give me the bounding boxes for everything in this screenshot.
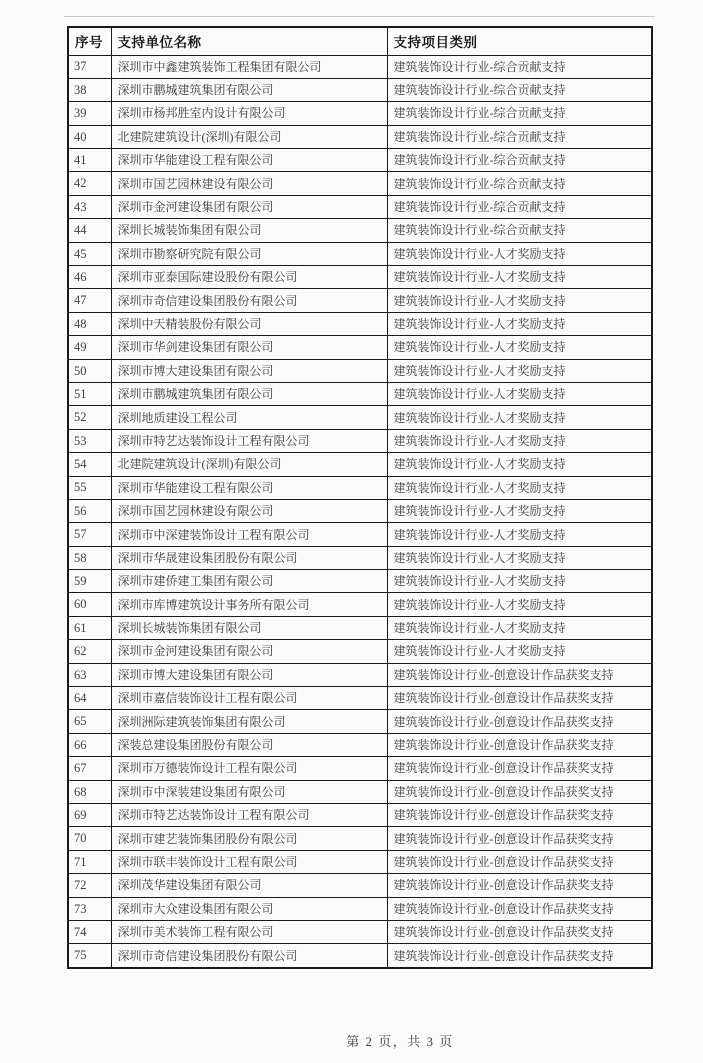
table-row xyxy=(68,125,652,148)
table-row xyxy=(68,336,652,359)
table-body xyxy=(68,55,652,968)
unit-name-cell: 深圳市博大建设集团有限公司 xyxy=(111,663,387,686)
category-cell: 建筑装饰设计行业-创意设计作品获奖支持 xyxy=(387,757,652,780)
category-cell: 建筑装饰设计行业-人才奖励支持 xyxy=(387,570,652,593)
category-cell: 建筑装饰设计行业-创意设计作品获奖支持 xyxy=(387,944,652,968)
row-index-cell: 49 xyxy=(68,336,111,359)
table-row xyxy=(68,476,652,499)
unit-name-cell: 深圳市鹏城建筑集团有限公司 xyxy=(111,382,387,405)
table-row xyxy=(68,429,652,452)
category-cell: 建筑装饰设计行业-创意设计作品获奖支持 xyxy=(387,920,652,943)
table-row xyxy=(68,733,652,756)
row-index-cell: 51 xyxy=(68,382,111,405)
unit-name-cell: 深圳市中深装建设集团有限公司 xyxy=(111,780,387,803)
category-cell: 建筑装饰设计行业-人才奖励支持 xyxy=(387,616,652,639)
unit-name-cell: 深圳市勘察研究院有限公司 xyxy=(111,242,387,265)
table-row xyxy=(68,242,652,265)
row-index-cell: 53 xyxy=(68,429,111,452)
category-cell: 建筑装饰设计行业-人才奖励支持 xyxy=(387,359,652,382)
category-cell: 建筑装饰设计行业-创意设计作品获奖支持 xyxy=(387,687,652,710)
unit-name-cell: 深圳长城装饰集团有限公司 xyxy=(111,219,387,242)
category-cell: 建筑装饰设计行业-综合贡献支持 xyxy=(387,149,652,172)
row-index-cell: 59 xyxy=(68,570,111,593)
row-index-cell: 41 xyxy=(68,149,111,172)
row-index-cell: 69 xyxy=(68,804,111,827)
table-row xyxy=(68,453,652,476)
table-row xyxy=(68,710,652,733)
unit-name-cell: 深圳市特艺达装饰设计工程有限公司 xyxy=(111,429,387,452)
table-row xyxy=(68,312,652,335)
row-index-cell: 62 xyxy=(68,640,111,663)
row-index-cell: 58 xyxy=(68,546,111,569)
unit-name-cell: 深圳市金河建设集团有限公司 xyxy=(111,640,387,663)
column-header-index: 序号 xyxy=(68,27,111,55)
unit-name-cell: 深圳市华能建设工程有限公司 xyxy=(111,149,387,172)
unit-name-cell: 深圳市建艺装饰集团股份有限公司 xyxy=(111,827,387,850)
unit-name-cell: 深圳地质建设工程公司 xyxy=(111,406,387,429)
table-row xyxy=(68,499,652,522)
table-row xyxy=(68,546,652,569)
unit-name-cell: 深圳市库博建筑设计事务所有限公司 xyxy=(111,593,387,616)
unit-name-cell: 深圳市华晟建设集团股份有限公司 xyxy=(111,546,387,569)
row-index-cell: 57 xyxy=(68,523,111,546)
table-row xyxy=(68,874,652,897)
unit-name-cell: 深圳市华剑建设集团有限公司 xyxy=(111,336,387,359)
row-index-cell: 37 xyxy=(68,55,111,78)
row-index-cell: 73 xyxy=(68,897,111,920)
table-row xyxy=(68,382,652,405)
category-cell: 建筑装饰设计行业-人才奖励支持 xyxy=(387,429,652,452)
unit-name-cell: 深圳市大众建设集团有限公司 xyxy=(111,897,387,920)
table-row xyxy=(68,920,652,943)
row-index-cell: 60 xyxy=(68,593,111,616)
table-row xyxy=(68,172,652,195)
unit-name-cell: 深装总建设集团股份有限公司 xyxy=(111,733,387,756)
category-cell: 建筑装饰设计行业-人才奖励支持 xyxy=(387,266,652,289)
table-row xyxy=(68,523,652,546)
unit-name-cell: 深圳市博大建设集团有限公司 xyxy=(111,359,387,382)
category-cell: 建筑装饰设计行业-人才奖励支持 xyxy=(387,476,652,499)
unit-name-cell: 深圳市奇信建设集团股份有限公司 xyxy=(111,944,387,968)
row-index-cell: 52 xyxy=(68,406,111,429)
category-cell: 建筑装饰设计行业-创意设计作品获奖支持 xyxy=(387,804,652,827)
support-table xyxy=(67,26,653,969)
row-index-cell: 72 xyxy=(68,874,111,897)
category-cell: 建筑装饰设计行业-创意设计作品获奖支持 xyxy=(387,780,652,803)
category-cell: 建筑装饰设计行业-创意设计作品获奖支持 xyxy=(387,733,652,756)
table-row xyxy=(68,850,652,873)
table-row xyxy=(68,149,652,172)
category-cell: 建筑装饰设计行业-创意设计作品获奖支持 xyxy=(387,663,652,686)
category-cell: 建筑装饰设计行业-人才奖励支持 xyxy=(387,289,652,312)
unit-name-cell: 深圳市华能建设工程有限公司 xyxy=(111,476,387,499)
category-cell: 建筑装饰设计行业-人才奖励支持 xyxy=(387,453,652,476)
category-cell: 建筑装饰设计行业-综合贡献支持 xyxy=(387,55,652,78)
row-index-cell: 66 xyxy=(68,733,111,756)
table-row xyxy=(68,780,652,803)
unit-name-cell: 深圳长城装饰集团有限公司 xyxy=(111,616,387,639)
category-cell: 建筑装饰设计行业-人才奖励支持 xyxy=(387,546,652,569)
table-row xyxy=(68,827,652,850)
row-index-cell: 56 xyxy=(68,499,111,522)
row-index-cell: 55 xyxy=(68,476,111,499)
table-row xyxy=(68,640,652,663)
unit-name-cell: 深圳市万德装饰设计工程有限公司 xyxy=(111,757,387,780)
table-row xyxy=(68,78,652,101)
category-cell: 建筑装饰设计行业-人才奖励支持 xyxy=(387,499,652,522)
category-cell: 建筑装饰设计行业-创意设计作品获奖支持 xyxy=(387,897,652,920)
row-index-cell: 64 xyxy=(68,687,111,710)
table-row xyxy=(68,897,652,920)
column-header-category: 支持项目类别 xyxy=(387,27,652,55)
unit-name-cell: 深圳市中深建装饰设计工程有限公司 xyxy=(111,523,387,546)
top-divider-line xyxy=(64,16,655,17)
row-index-cell: 43 xyxy=(68,195,111,218)
unit-name-cell: 深圳市鹏城建筑集团有限公司 xyxy=(111,78,387,101)
table-row xyxy=(68,219,652,242)
category-cell: 建筑装饰设计行业-创意设计作品获奖支持 xyxy=(387,850,652,873)
table-row xyxy=(68,102,652,125)
row-index-cell: 74 xyxy=(68,920,111,943)
category-cell: 建筑装饰设计行业-人才奖励支持 xyxy=(387,523,652,546)
unit-name-cell: 北建院建筑设计(深圳)有限公司 xyxy=(111,453,387,476)
row-index-cell: 68 xyxy=(68,780,111,803)
unit-name-cell: 深圳市联丰装饰设计工程有限公司 xyxy=(111,850,387,873)
table-row xyxy=(68,804,652,827)
row-index-cell: 38 xyxy=(68,78,111,101)
unit-name-cell: 深圳市中鑫建筑装饰工程集团有限公司 xyxy=(111,55,387,78)
category-cell: 建筑装饰设计行业-创意设计作品获奖支持 xyxy=(387,874,652,897)
category-cell: 建筑装饰设计行业-综合贡献支持 xyxy=(387,125,652,148)
table-row xyxy=(68,570,652,593)
unit-name-cell: 深圳市杨邦胜室内设计有限公司 xyxy=(111,102,387,125)
table-row xyxy=(68,359,652,382)
unit-name-cell: 深圳市美术装饰工程有限公司 xyxy=(111,920,387,943)
unit-name-cell: 深圳市建侨建工集团有限公司 xyxy=(111,570,387,593)
category-cell: 建筑装饰设计行业-综合贡献支持 xyxy=(387,78,652,101)
row-index-cell: 67 xyxy=(68,757,111,780)
table-row xyxy=(68,663,652,686)
category-cell: 建筑装饰设计行业-人才奖励支持 xyxy=(387,312,652,335)
unit-name-cell: 深圳市亚泰国际建设股份有限公司 xyxy=(111,266,387,289)
row-index-cell: 75 xyxy=(68,944,111,968)
category-cell: 建筑装饰设计行业-综合贡献支持 xyxy=(387,102,652,125)
unit-name-cell: 深圳市国艺园林建设有限公司 xyxy=(111,499,387,522)
row-index-cell: 39 xyxy=(68,102,111,125)
table-row xyxy=(68,266,652,289)
unit-name-cell: 深圳市嘉信装饰设计工程有限公司 xyxy=(111,687,387,710)
table-row xyxy=(68,289,652,312)
unit-name-cell: 深圳中天精装股份有限公司 xyxy=(111,312,387,335)
category-cell: 建筑装饰设计行业-人才奖励支持 xyxy=(387,242,652,265)
category-cell: 建筑装饰设计行业-创意设计作品获奖支持 xyxy=(387,710,652,733)
table-header-row xyxy=(68,27,652,55)
unit-name-cell: 深圳洲际建筑装饰集团有限公司 xyxy=(111,710,387,733)
table-row xyxy=(68,687,652,710)
row-index-cell: 40 xyxy=(68,125,111,148)
category-cell: 建筑装饰设计行业-人才奖励支持 xyxy=(387,382,652,405)
table-row xyxy=(68,757,652,780)
category-cell: 建筑装饰设计行业-人才奖励支持 xyxy=(387,640,652,663)
row-index-cell: 45 xyxy=(68,242,111,265)
unit-name-cell: 深圳市国艺园林建设有限公司 xyxy=(111,172,387,195)
row-index-cell: 46 xyxy=(68,266,111,289)
category-cell: 建筑装饰设计行业-创意设计作品获奖支持 xyxy=(387,827,652,850)
row-index-cell: 44 xyxy=(68,219,111,242)
unit-name-cell: 北建院建筑设计(深圳)有限公司 xyxy=(111,125,387,148)
row-index-cell: 71 xyxy=(68,850,111,873)
row-index-cell: 70 xyxy=(68,827,111,850)
row-index-cell: 48 xyxy=(68,312,111,335)
table-row xyxy=(68,195,652,218)
category-cell: 建筑装饰设计行业-人才奖励支持 xyxy=(387,336,652,359)
row-index-cell: 61 xyxy=(68,616,111,639)
unit-name-cell: 深圳市特艺达装饰设计工程有限公司 xyxy=(111,804,387,827)
row-index-cell: 50 xyxy=(68,359,111,382)
category-cell: 建筑装饰设计行业-综合贡献支持 xyxy=(387,195,652,218)
row-index-cell: 42 xyxy=(68,172,111,195)
unit-name-cell: 深圳市金河建设集团有限公司 xyxy=(111,195,387,218)
table-row xyxy=(68,616,652,639)
row-index-cell: 65 xyxy=(68,710,111,733)
unit-name-cell: 深圳市奇信建设集团股份有限公司 xyxy=(111,289,387,312)
table-row xyxy=(68,55,652,78)
category-cell: 建筑装饰设计行业-综合贡献支持 xyxy=(387,172,652,195)
table-row xyxy=(68,944,652,968)
row-index-cell: 63 xyxy=(68,663,111,686)
page-footer: 第 2 页，共 3 页 xyxy=(346,1034,454,1049)
table-row xyxy=(68,593,652,616)
table-row xyxy=(68,406,652,429)
row-index-cell: 47 xyxy=(68,289,111,312)
category-cell: 建筑装饰设计行业-综合贡献支持 xyxy=(387,219,652,242)
column-header-unit-name: 支持单位名称 xyxy=(111,27,387,55)
category-cell: 建筑装饰设计行业-人才奖励支持 xyxy=(387,406,652,429)
category-cell: 建筑装饰设计行业-人才奖励支持 xyxy=(387,593,652,616)
unit-name-cell: 深圳茂华建设集团有限公司 xyxy=(111,874,387,897)
row-index-cell: 54 xyxy=(68,453,111,476)
